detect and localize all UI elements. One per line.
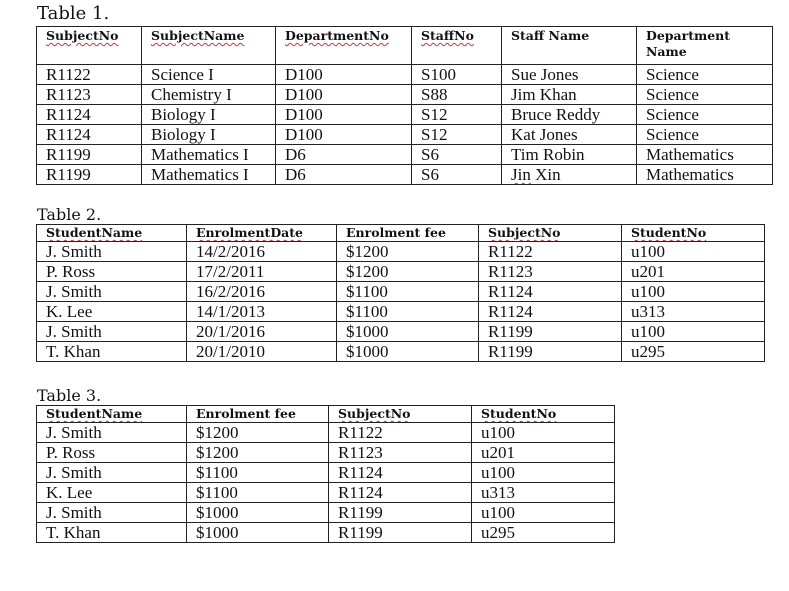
table1-cell: Mathematics [637, 145, 773, 165]
table2-cell: K. Lee [37, 302, 187, 322]
table1-cell: Kat Jones [502, 125, 637, 145]
table1-cell: Science [637, 105, 773, 125]
table1-cell: D100 [276, 85, 412, 105]
table3-cell: R1123 [329, 443, 472, 463]
table1-row [37, 165, 773, 185]
table3-cell: $1100 [187, 463, 329, 483]
table3-cell: R1122 [329, 423, 472, 443]
table2-cell: T. Khan [37, 342, 187, 362]
table2-row [37, 262, 765, 282]
table1-cell: R1124 [37, 105, 142, 125]
table1-cell: Mathematics [637, 165, 773, 185]
table3-cell: R1124 [329, 463, 472, 483]
table1-header-departmentno: DepartmentNo [276, 27, 412, 65]
table3-header-row [37, 406, 615, 423]
table2-cell: u100 [622, 242, 765, 262]
table2-cell: R1123 [479, 262, 622, 282]
table2 [36, 224, 765, 362]
table2-header-row [37, 225, 765, 242]
table1-header-subjectno: SubjectNo [37, 27, 142, 65]
table1-cell: S12 [412, 105, 502, 125]
table2-cell: $1000 [337, 322, 479, 342]
table3-cell: R1199 [329, 523, 472, 543]
table3-row [37, 423, 615, 443]
table2-row [37, 282, 765, 302]
table2-row [37, 322, 765, 342]
table1-row [37, 125, 773, 145]
table1-cell: S100 [412, 65, 502, 85]
table3-header-enrolmentfee: Enrolment fee [187, 406, 329, 423]
table3-row [37, 503, 615, 523]
table2-cell: R1122 [479, 242, 622, 262]
table3-cell: $1100 [187, 483, 329, 503]
table2-cell: u201 [622, 262, 765, 282]
table1-cell: R1124 [37, 125, 142, 145]
table2-cell: $1000 [337, 342, 479, 362]
table1-cell: D6 [276, 145, 412, 165]
table3 [36, 405, 615, 543]
table3-cell: $1000 [187, 503, 329, 523]
table1-row [37, 105, 773, 125]
table2-cell: J. Smith [37, 322, 187, 342]
table3-header-subjectno: SubjectNo [329, 406, 472, 423]
table1-header-row [37, 27, 773, 65]
table1-cell: Chemistry I [142, 85, 276, 105]
table1-cell: R1123 [37, 85, 142, 105]
table1-cell: R1122 [37, 65, 142, 85]
table3-cell: J. Smith [37, 423, 187, 443]
table2-cell: 17/2/2011 [187, 262, 337, 282]
table2-cell: 20/1/2016 [187, 322, 337, 342]
table2-cell: 14/2/2016 [187, 242, 337, 262]
table3-cell: u100 [472, 503, 615, 523]
table2-cell: J. Smith [37, 242, 187, 262]
table1 [36, 26, 773, 185]
table1-cell: D100 [276, 105, 412, 125]
table3-cell: $1000 [187, 523, 329, 543]
table1-cell: Sue Jones [502, 65, 637, 85]
table3-cell: u313 [472, 483, 615, 503]
table1-row [37, 65, 773, 85]
table3-row [37, 463, 615, 483]
table1-cell: S6 [412, 145, 502, 165]
table2-cell: u295 [622, 342, 765, 362]
table1-cell: Science I [142, 65, 276, 85]
table1-cell: Science [637, 85, 773, 105]
table2-row [37, 342, 765, 362]
table2-cell: R1199 [479, 342, 622, 362]
table3-row [37, 523, 615, 543]
table2-header-enrolmentdate: EnrolmentDate [187, 225, 337, 242]
table3-row [37, 443, 615, 463]
table3-header-studentno: StudentNo [472, 406, 615, 423]
table3-cell: R1124 [329, 483, 472, 503]
table3-cell: P. Ross [37, 443, 187, 463]
table1-cell: D100 [276, 65, 412, 85]
table1-header-departmentname: Department Name [637, 27, 773, 65]
table3-cell: J. Smith [37, 503, 187, 523]
table1-cell: Mathematics I [142, 145, 276, 165]
table1-cell: Biology I [142, 105, 276, 125]
table1-row [37, 145, 773, 165]
table2-cell: J. Smith [37, 282, 187, 302]
table1-cell: Science [637, 65, 773, 85]
table1-cell: Biology I [142, 125, 276, 145]
table2-cell: u100 [622, 322, 765, 342]
table1-header-subjectname: SubjectName [142, 27, 276, 65]
table3-header-studentname: StudentName [37, 406, 187, 423]
table1-cell: Bruce Reddy [502, 105, 637, 125]
table2-header-enrolmentfee: Enrolment fee [337, 225, 479, 242]
table3-cell: $1200 [187, 443, 329, 463]
table1-header-staffno: StaffNo [412, 27, 502, 65]
table3-cell: u100 [472, 423, 615, 443]
table1-cell: S88 [412, 85, 502, 105]
table1-cell: Science [637, 125, 773, 145]
table2-cell: $1100 [337, 282, 479, 302]
table2-caption: Table 2. [37, 205, 102, 224]
table2-cell: $1200 [337, 242, 479, 262]
table2-row [37, 242, 765, 262]
table2-header-studentname: StudentName [37, 225, 187, 242]
table2-cell: $1200 [337, 262, 479, 282]
table2-cell: u313 [622, 302, 765, 322]
table3-caption: Table 3. [37, 386, 102, 405]
table1-cell: Jim Khan [502, 85, 637, 105]
table1-header-staffname: Staff Name [502, 27, 637, 65]
table3-cell: J. Smith [37, 463, 187, 483]
table2-cell: 14/1/2013 [187, 302, 337, 322]
table1-cell: Mathematics I [142, 165, 276, 185]
table1-row [37, 85, 773, 105]
table2-cell: R1124 [479, 302, 622, 322]
table2-cell: R1124 [479, 282, 622, 302]
table1-cell: D100 [276, 125, 412, 145]
table1-cell: R1199 [37, 145, 142, 165]
table3-cell: $1200 [187, 423, 329, 443]
table1-cell: S12 [412, 125, 502, 145]
table1-cell: D6 [276, 165, 412, 185]
table2-cell: P. Ross [37, 262, 187, 282]
table2-cell: 20/1/2010 [187, 342, 337, 362]
table2-cell: R1199 [479, 322, 622, 342]
table2-header-subjectno: SubjectNo [479, 225, 622, 242]
table2-cell: 16/2/2016 [187, 282, 337, 302]
table3-cell: R1199 [329, 503, 472, 523]
table1-cell: S6 [412, 165, 502, 185]
table3-row [37, 483, 615, 503]
table2-cell: u100 [622, 282, 765, 302]
table1-cell: Jin Xin [502, 165, 637, 185]
table3-cell: u295 [472, 523, 615, 543]
table3-cell: T. Khan [37, 523, 187, 543]
table1-cell: Tim Robin [502, 145, 637, 165]
table3-cell: K. Lee [37, 483, 187, 503]
table2-header-studentno: StudentNo [622, 225, 765, 242]
table1-caption: Table 1. [37, 3, 110, 24]
table2-row [37, 302, 765, 322]
table3-cell: u100 [472, 463, 615, 483]
table1-cell: R1199 [37, 165, 142, 185]
table2-cell: $1100 [337, 302, 479, 322]
table3-cell: u201 [472, 443, 615, 463]
